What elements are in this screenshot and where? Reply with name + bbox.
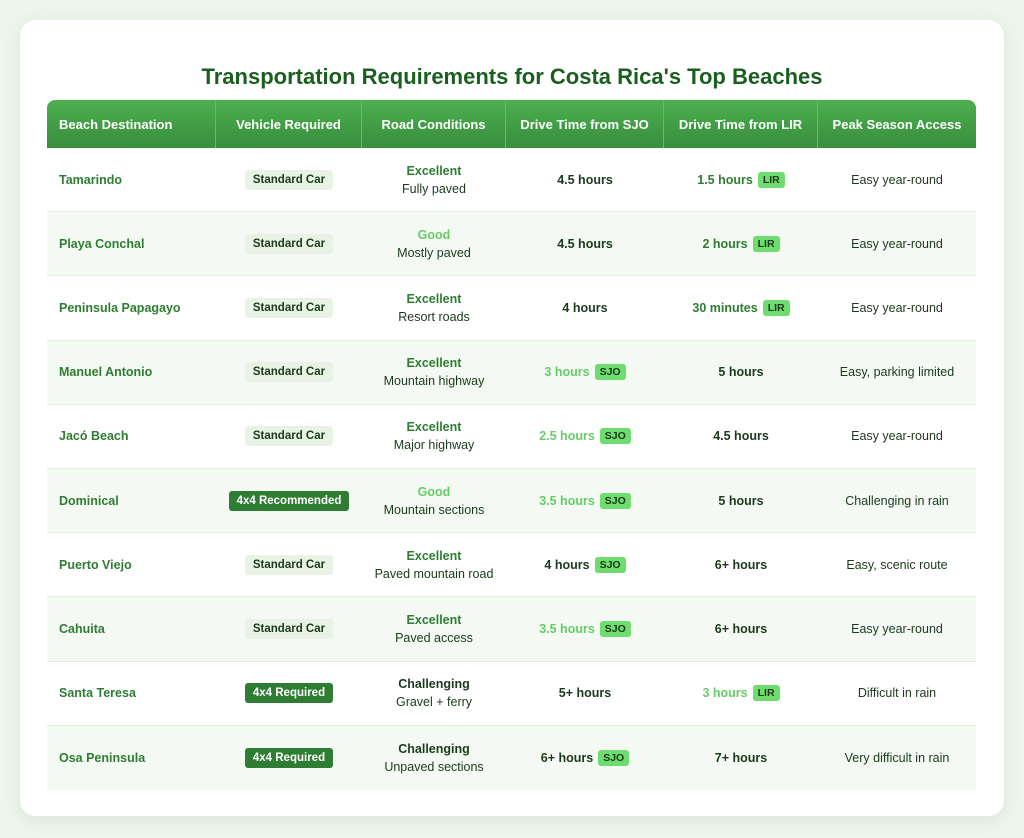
road-detail-label: Paved mountain road	[374, 566, 494, 581]
drive-time-sjo-cell	[506, 662, 664, 726]
road-quality-label: Good	[417, 227, 451, 242]
road-quality-label: Excellent	[406, 548, 462, 563]
vehicle-badge: Standard Car	[245, 426, 333, 446]
drive-time-sjo-cell	[506, 405, 664, 469]
road-conditions-cell	[362, 341, 506, 405]
sjo-time-value: 4.5 hours	[557, 236, 613, 251]
vehicle-cell	[216, 276, 362, 340]
vehicle-badge: Standard Car	[245, 234, 333, 254]
drive-time-sjo-cell	[506, 533, 664, 597]
beach-destination-cell: Manuel Antonio	[47, 341, 216, 405]
table-row	[47, 276, 976, 340]
lir-time-value: 5 hours	[718, 493, 764, 508]
road-detail-label: Mostly paved	[397, 245, 471, 260]
road-detail-label: Unpaved sections	[384, 759, 484, 774]
beach-destination-cell: Santa Teresa	[47, 662, 216, 726]
road-conditions-cell	[362, 276, 506, 340]
vehicle-badge: Standard Car	[245, 170, 333, 190]
peak-season-access-cell: Easy, parking limited	[818, 341, 976, 405]
drive-time-sjo-cell	[506, 276, 664, 340]
beach-destination-cell: Jacó Beach	[47, 405, 216, 469]
sjo-time-value: 3.5 hours	[539, 493, 595, 508]
vehicle-cell	[216, 405, 362, 469]
lir-time-value: 30 minutes	[692, 300, 758, 315]
vehicle-cell	[216, 341, 362, 405]
peak-season-access-cell: Very difficult in rain	[818, 726, 976, 790]
vehicle-badge: Standard Car	[245, 619, 333, 639]
road-quality-label: Good	[417, 484, 451, 499]
sjo-time-value: 4.5 hours	[557, 172, 613, 187]
table-row	[47, 597, 976, 661]
airport-badge-lir: LIR	[753, 685, 780, 701]
peak-season-access-cell: Challenging in rain	[818, 469, 976, 533]
lir-time-value: 7+ hours	[714, 750, 768, 765]
airport-badge-sjo: SJO	[598, 750, 629, 766]
airport-badge-lir: LIR	[753, 236, 780, 252]
table-row	[47, 341, 976, 405]
beach-destination-cell: Peninsula Papagayo	[47, 276, 216, 340]
table-header	[47, 100, 976, 148]
peak-season-access-cell: Easy year-round	[818, 597, 976, 661]
road-detail-label: Mountain highway	[383, 374, 485, 389]
beach-destination-cell: Playa Conchal	[47, 212, 216, 276]
drive-time-sjo-cell	[506, 148, 664, 212]
drive-time-sjo-cell	[506, 597, 664, 661]
road-quality-label: Challenging	[398, 677, 470, 692]
airport-badge-lir: LIR	[758, 172, 785, 188]
drive-time-lir-cell	[664, 597, 818, 661]
column-header-vehicle: Vehicle Required	[216, 100, 362, 148]
drive-time-lir-cell	[664, 212, 818, 276]
vehicle-cell	[216, 597, 362, 661]
vehicle-cell	[216, 533, 362, 597]
page-title: Transportation Requirements for Costa Rica's Top Beaches	[201, 64, 823, 89]
road-conditions-cell	[362, 662, 506, 726]
column-header-destination: Beach Destination	[47, 100, 216, 148]
table-row	[47, 662, 976, 726]
drive-time-lir-cell	[664, 341, 818, 405]
vehicle-badge: 4x4 Recommended	[229, 491, 350, 511]
column-header-road: Road Conditions	[362, 100, 506, 148]
drive-time-lir-cell	[664, 148, 818, 212]
lir-time-value: 6+ hours	[714, 621, 768, 636]
sjo-time-value: 4 hours	[562, 300, 608, 315]
lir-time-value: 3 hours	[702, 686, 748, 701]
airport-badge-sjo: SJO	[600, 493, 631, 509]
airport-badge-sjo: SJO	[600, 428, 631, 444]
drive-time-lir-cell	[664, 726, 818, 790]
sjo-time-value: 6+ hours	[540, 750, 594, 765]
beach-destination-cell: Puerto Viejo	[47, 533, 216, 597]
road-detail-label: Major highway	[393, 438, 475, 453]
peak-season-access-cell: Easy year-round	[818, 212, 976, 276]
road-quality-label: Excellent	[406, 612, 462, 627]
table-row	[47, 405, 976, 469]
drive-time-lir-cell	[664, 469, 818, 533]
road-detail-label: Fully paved	[402, 181, 466, 196]
road-detail-label: Paved access	[395, 630, 473, 645]
drive-time-lir-cell	[664, 405, 818, 469]
airport-badge-lir: LIR	[763, 300, 790, 316]
sjo-time-value: 3 hours	[544, 365, 590, 380]
airport-badge-sjo: SJO	[600, 621, 631, 637]
peak-season-access-cell: Difficult in rain	[818, 662, 976, 726]
beach-destination-cell: Cahuita	[47, 597, 216, 661]
column-header-access: Peak Season Access	[818, 100, 976, 148]
road-conditions-cell	[362, 148, 506, 212]
road-quality-label: Excellent	[406, 356, 462, 371]
lir-time-value: 5 hours	[718, 365, 764, 380]
drive-time-lir-cell	[664, 662, 818, 726]
table-row	[47, 533, 976, 597]
peak-season-access-cell: Easy year-round	[818, 276, 976, 340]
road-detail-label: Mountain sections	[383, 502, 485, 517]
road-quality-label: Excellent	[406, 420, 462, 435]
vehicle-cell	[216, 726, 362, 790]
table-row	[47, 212, 976, 276]
column-header-lir: Drive Time from LIR	[664, 100, 818, 148]
beach-destination-cell: Dominical	[47, 469, 216, 533]
peak-season-access-cell: Easy year-round	[818, 405, 976, 469]
vehicle-cell	[216, 469, 362, 533]
drive-time-sjo-cell	[506, 341, 664, 405]
road-quality-label: Challenging	[398, 741, 470, 756]
lir-time-value: 1.5 hours	[697, 172, 753, 187]
column-header-sjo: Drive Time from SJO	[506, 100, 664, 148]
drive-time-sjo-cell	[506, 469, 664, 533]
table-body	[47, 148, 976, 790]
lir-time-value: 6+ hours	[714, 557, 768, 572]
road-quality-label: Excellent	[406, 163, 462, 178]
lir-time-value: 2 hours	[702, 236, 748, 251]
sjo-time-value: 4 hours	[544, 557, 590, 572]
road-detail-label: Resort roads	[398, 309, 470, 324]
airport-badge-sjo: SJO	[595, 557, 626, 573]
vehicle-badge: Standard Car	[245, 362, 333, 382]
drive-time-lir-cell	[664, 276, 818, 340]
vehicle-cell	[216, 212, 362, 276]
sjo-time-value: 5+ hours	[558, 686, 612, 701]
peak-season-access-cell: Easy, scenic route	[818, 533, 976, 597]
beach-destination-cell: Osa Peninsula	[47, 726, 216, 790]
road-conditions-cell	[362, 212, 506, 276]
drive-time-lir-cell	[664, 533, 818, 597]
road-conditions-cell	[362, 533, 506, 597]
table-row	[47, 726, 976, 790]
transport-table	[47, 100, 976, 790]
drive-time-sjo-cell	[506, 212, 664, 276]
vehicle-cell	[216, 148, 362, 212]
road-conditions-cell	[362, 469, 506, 533]
road-quality-label: Excellent	[406, 291, 462, 306]
sjo-time-value: 2.5 hours	[539, 429, 595, 444]
airport-badge-sjo: SJO	[595, 364, 626, 380]
table-row	[47, 469, 976, 533]
vehicle-badge: 4x4 Required	[245, 748, 333, 768]
road-conditions-cell	[362, 597, 506, 661]
vehicle-badge: Standard Car	[245, 555, 333, 575]
peak-season-access-cell: Easy year-round	[818, 148, 976, 212]
beach-destination-cell: Tamarindo	[47, 148, 216, 212]
table-row	[47, 148, 976, 212]
road-detail-label: Gravel + ferry	[395, 695, 473, 710]
vehicle-cell	[216, 662, 362, 726]
vehicle-badge: Standard Car	[245, 298, 333, 318]
sjo-time-value: 3.5 hours	[539, 621, 595, 636]
vehicle-badge: 4x4 Required	[245, 683, 333, 703]
lir-time-value: 4.5 hours	[713, 429, 769, 444]
road-conditions-cell	[362, 405, 506, 469]
table-card	[20, 20, 1004, 816]
road-conditions-cell	[362, 726, 506, 790]
drive-time-sjo-cell	[506, 726, 664, 790]
